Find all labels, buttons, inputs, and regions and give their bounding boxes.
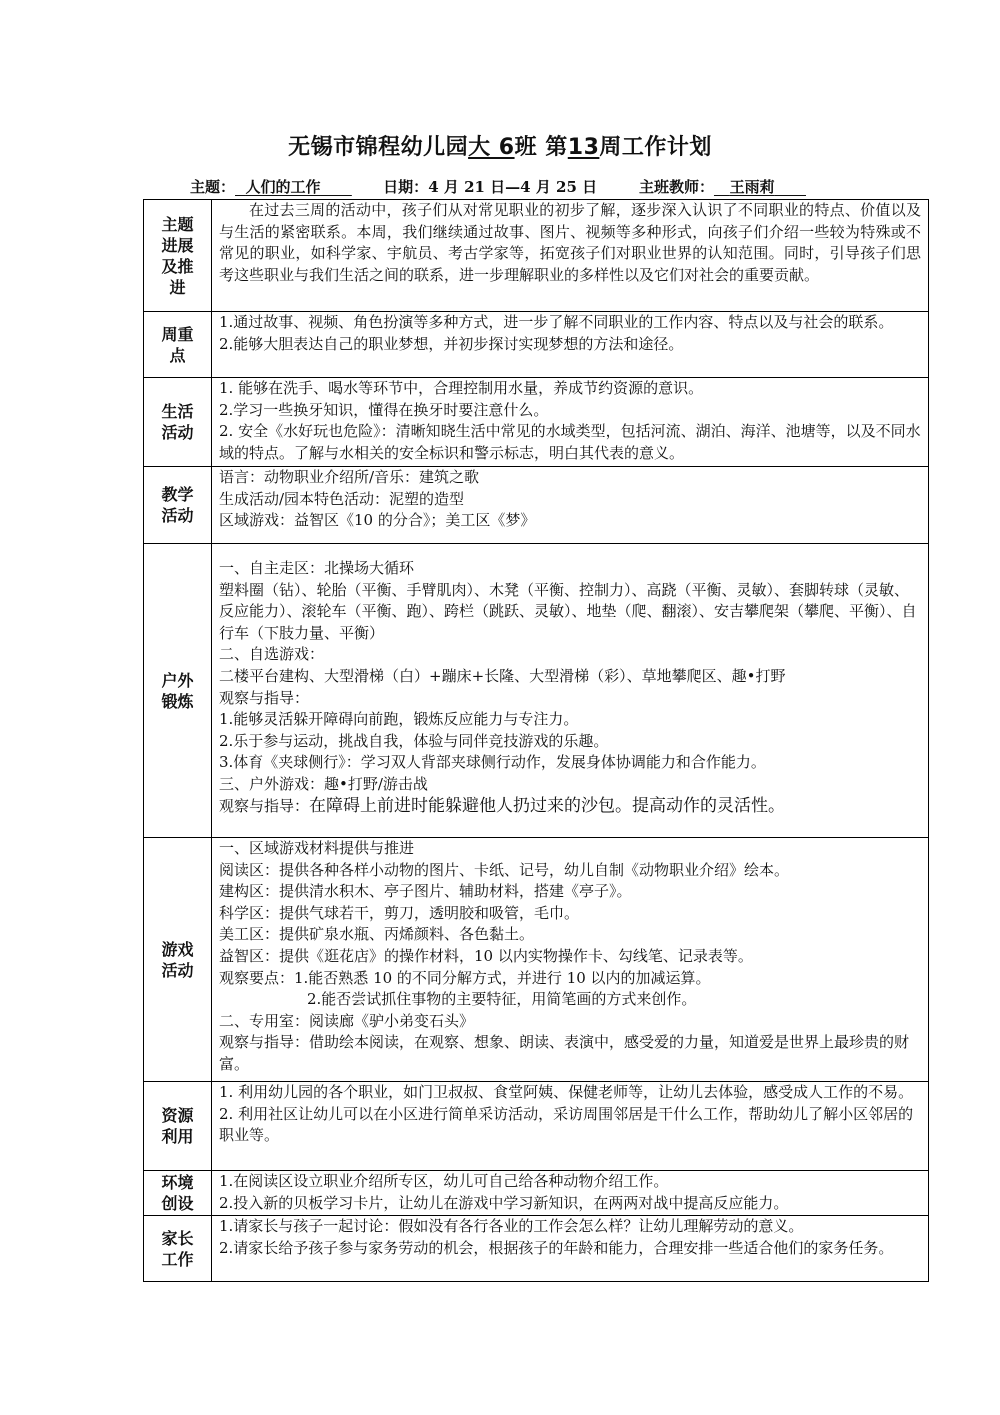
week-prefix: 第 xyxy=(545,135,568,160)
list-item: 2. 安全《水好玩也危险》：清晰知晓生活中常见的水域类型，包括河流、湖泊、海洋、池塘等，以及不同水域的特点。了解与水相关的安全标识和警示标志，明白其代表的意义。 xyxy=(219,422,921,462)
list-item: 语言：动物职业介绍所/音乐：建筑之歌 xyxy=(219,468,480,486)
list-item: 二、专用室：阅读廊《驴小弟变石头》 xyxy=(219,1011,475,1030)
list-item: 1.通过故事、视频、角色扮演等多种方式，进一步了解不同职业的工作内容、特点以及与社会的联系。 xyxy=(219,313,894,331)
list-item: 2.请家长给予孩子参与家务劳动的机会，根据孩子的年龄和能力，合理安排一些适合他们的家务任务。 xyxy=(219,1238,894,1257)
row-weekly-focus xyxy=(144,312,929,378)
row-content xyxy=(212,312,929,378)
list-item: 一、自主走区：北操场大循环 xyxy=(219,559,415,577)
teacher-value: 王雨莉 xyxy=(729,178,775,196)
row-label: 教学活动 xyxy=(144,467,212,544)
list-item: 美工区：提供矿泉水瓶、丙烯颜料、各色黏土。 xyxy=(219,925,535,944)
row-content xyxy=(212,1171,929,1216)
list-item: 2.乐于参与运动，挑战自我，体验与同伴竞技游戏的乐趣。 xyxy=(219,731,609,750)
row-label: 环境创设 xyxy=(144,1171,212,1216)
row-content xyxy=(212,838,929,1082)
row-label: 家长工作 xyxy=(144,1216,212,1282)
theme-progress-text: 在过去三周的活动中，孩子们从对常见职业的初步了解，逐步深入认识了不同职业的特点、价值以及与生活的紧密联系。本周，我们继续通过故事、图片、视频等多种形式，向孩子们介绍一些较为特殊或不常见的职业，如科学家、宇航员、考古学家等，拓宽孩子们对职业世界的认知范围。同时，引导孩子们思考这些职业与我们生活之间的联系，进一步理解职业的多样性以及它们对社会的重要贡献。 xyxy=(219,201,921,284)
list-item: 益智区：提供《逛花店》的操作材料，10 以内实物操作卡、勾线笔、记录表等。 xyxy=(219,946,753,965)
row-content xyxy=(212,467,929,544)
list-item: 2.投入新的贝板学习卡片，让幼儿在游戏中学习新知识，在两两对战中提高反应能力。 xyxy=(219,1193,789,1212)
row-resources xyxy=(144,1082,929,1171)
title-prefix: 无锡市锦程幼儿园 xyxy=(288,135,469,160)
row-content xyxy=(212,200,929,312)
list-item: 1.请家长与孩子一起讨论：假如没有各行各业的工作会怎么样？让幼儿理解劳动的意义。 xyxy=(219,1217,804,1235)
row-content xyxy=(212,378,929,467)
theme-value: 人们的工作 xyxy=(245,178,321,196)
week-number: 13 xyxy=(567,135,600,160)
row-theme-progress xyxy=(144,200,929,312)
row-content xyxy=(212,544,929,838)
list-item: 一、区域游戏材料提供与推进 xyxy=(219,839,415,857)
plan-table xyxy=(143,199,929,1282)
date-label: 日期： xyxy=(383,178,429,196)
list-item: 建构区：提供清水积木、亭子图片、辅助材料，搭建《亭子》。 xyxy=(219,882,632,901)
row-outdoor xyxy=(144,544,929,838)
list-item: 2. 利用社区让幼儿可以在小区进行简单采访活动，采访周围邻居是干什么工作，帮助幼儿了解小区邻居的职业等。 xyxy=(219,1104,914,1145)
row-label: 游戏活动 xyxy=(144,838,212,1082)
theme-label: 主题： xyxy=(190,178,236,196)
page-title xyxy=(0,130,1000,161)
row-label: 主题进展及推进 xyxy=(144,200,212,312)
list-item: 二、自选游戏： xyxy=(219,645,325,664)
class-name: 大 6 xyxy=(468,135,515,160)
list-item: 2.能够大胆表达自己的职业梦想，并初步探讨实现梦想的方法和途径。 xyxy=(219,334,684,353)
title-class-suffix: 班 xyxy=(514,135,538,160)
list-item: 2.学习一些换牙知识，懂得在换牙时要注意什么。 xyxy=(219,400,549,419)
list-item: 二楼平台建构、大型滑梯（白）+蹦床+长隆、大型滑梯（彩）、草地攀爬区、趣•打野 xyxy=(219,666,786,685)
list-item: 2.能否尝试抓住事物的主要特征，用简笔画的方式来创作。 xyxy=(307,990,697,1009)
row-environment xyxy=(144,1171,929,1216)
list-item: 观察要点：1.能否熟悉 10 的不同分解方式，并进行 10 以内的加减运算。 xyxy=(219,968,711,987)
list-item: 1. 能够在洗手、喝水等环节中，合理控制用水量，养成节约资源的意识。 xyxy=(219,379,704,397)
row-games xyxy=(144,838,929,1082)
list-item: 1. 利用幼儿园的各个职业，如门卫叔叔、食堂阿姨、保健老师等，让幼儿去体验，感受成人工作的不易。 xyxy=(219,1083,914,1101)
row-label: 资源利用 xyxy=(144,1082,212,1171)
row-label: 户外锻炼 xyxy=(144,544,212,838)
list-item: 区域游戏：益智区《10 的分合》；美工区《梦》 xyxy=(219,511,536,530)
row-label: 周重点 xyxy=(144,312,212,378)
list-item: 1.能够灵活躲开障碍向前跑，锻炼反应能力与专注力。 xyxy=(219,710,579,729)
list-item: 3.体育《夹球侧行》：学习双人背部夹球侧行动作，发展身体协调能力和合作能力。 xyxy=(219,753,766,772)
list-item: 观察与指导：借助绘本阅读，在观察、想象、朗读、表演中，感受爱的力量，知道爱是世界上最珍贵的财富。 xyxy=(219,1033,910,1073)
teacher-label: 主班教师： xyxy=(638,178,714,196)
list-item: 塑料圈（钻）、轮胎（平衡、手臂肌肉）、木凳（平衡、控制力）、高跷（平衡、灵敏）、套脚转球（灵敏、反应能力）、滚轮车（平衡、跑）、跨栏（跳跃、灵敏）、地垫（爬、翻滚）、安吉攀爬架（攀爬、平衡）、自行车（下肢力量、平衡） xyxy=(219,580,917,642)
list-item: 1.在阅读区设立职业介绍所专区，幼儿可自己给各种动物介绍工作。 xyxy=(219,1172,669,1190)
list-item: 阅读区：提供各种各样小动物的图片、卡纸、记号，幼儿自制《动物职业介绍》绘本。 xyxy=(219,860,790,879)
row-daily-life xyxy=(144,378,929,467)
row-teaching xyxy=(144,467,929,544)
meta-line xyxy=(190,176,806,197)
row-parents xyxy=(144,1216,929,1282)
list-item: 科学区：提供气球若干，剪刀，透明胶和吸管，毛巾。 xyxy=(219,903,580,922)
row-content xyxy=(212,1082,929,1171)
list-item: 观察与指导： xyxy=(219,688,310,707)
date-value: 4 月 21 日—4 月 25 日 xyxy=(428,178,598,196)
title-suffix: 周工作计划 xyxy=(599,135,712,160)
list-item: 生成活动/园本特色活动：泥塑的造型 xyxy=(219,489,465,508)
list-item: 观察与指导：在障碍上前进时能躲避他人扔过来的沙包。提高动作的灵活性。 xyxy=(219,795,786,816)
row-label: 生活活动 xyxy=(144,378,212,467)
list-item: 三、户外游戏：趣•打野/游击战 xyxy=(219,774,428,793)
row-content xyxy=(212,1216,929,1282)
